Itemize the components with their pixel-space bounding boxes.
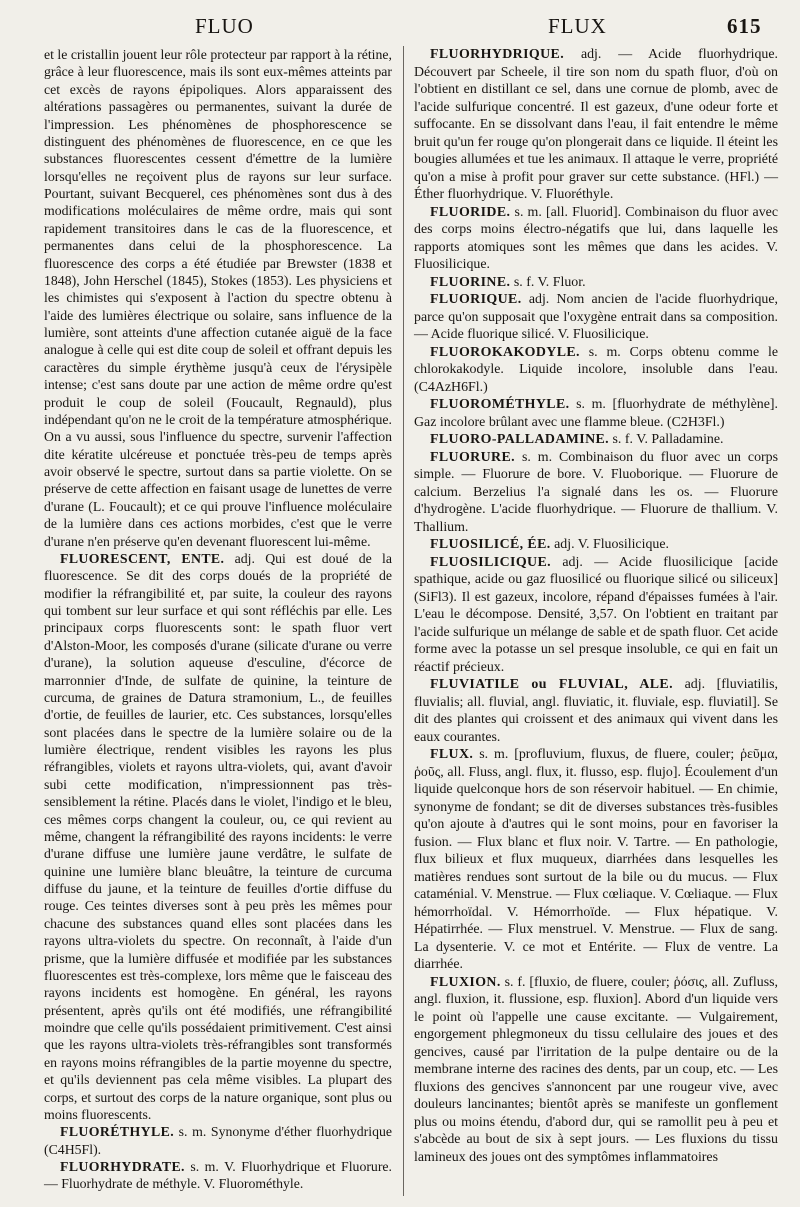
page-number: 615: [727, 14, 762, 38]
entry-text: adj. — Acide fluosilicique [acide spathique, acide ou gaz fluosilicé ou fluorique silicé ou siliceux] (SiFl3). Il est gazeux, incolore, répand d'épaisses fumées à l'air. L'eau le décompose. Densité, 3,57. On l'obtient en traitant par l'acide sulfurique un mélange de sable et de spath fluor. Cet acide forme avec la potasse un sel presque insoluble, ce qui en fait un réactif précieux.: [414, 554, 778, 675]
entry-text: s. m. Synonyme d'éther fluorhydrique (C4H5Fl).: [44, 1124, 392, 1157]
dictionary-entry: [414, 396, 778, 431]
dictionary-entry: [414, 974, 778, 1167]
entry-text: s. f. V. Palladamine.: [612, 432, 724, 447]
entry-headword: FLUX.: [430, 747, 474, 762]
entry-headword: FLUOSILICIQUE.: [430, 554, 551, 570]
entry-text: adj. Qui est doué de la fluorescence. Se dit des corps doués de la propriété de modifier la réfrangibilité et, par suite, la couleur des rayons qui tombent sur leur surface et qui sont réfléchis par elle. Les principaux corps fluorescents sont: le spath fluor vert d'Alston-Moor, les composés d'urane (silicate d'urane ou verre d'urane), la solution aqueuse d'esculine, d'écorce de marronnier d'Inde, de sulfate de quinine, la teinture de curcuma, de graines de Datura stramonium, L., de feuilles d'ortie, de feuilles de laurier, etc. Ces substances, lorsqu'elles sont placées dans le spectre de la lumière solaire ou de la lumière électrique, rendent visibles les rayons les plus réfrangibles, violets et rayons ultra-violets, qui, avant d'avoir subi cette modification, n'impressionnent pas très-sensiblement la rétine. Placés dans le violet, l'indigo et le bleu, ces mêmes corps changent la couleur, ou, ce qui revient au même, changent la réfrangibilité des rayons incidents: le verre d'urane diffuse une lumière jaune verdâtre, le sulfate de quinine une lumière blanc bleuâtre, la teinture de curcuma diffuse du jaune, et la teinture de feuilles d'ortie diffuse du rouge. Ces teintes diverses sont à peu près les mêmes pour chacune des substances quand elles sont placées dans les rayons ultra-violets du spectre. On reconnaît, à l'aide d'un prisme, que la lumière diffusée et modifiée par les substances fluorescentes est très-complexe, lors même que le faisceau des rayons incidents est homogène. En général, les rayons présentent, après qu'ils ont été modifiés, une réfrangibilité moindre que celle qu'ils possédaient primitivement. C'est ainsi que les rayons ultra-violets très-réfrangibles sont transformés en rayons moins réfrangibles de la partie moyenne du spectre, et qu'ils deviennent pas cela même visibles. La plupart des corps, et surtout des corps de la nature organique, sont plus ou moins fluorescents.: [44, 550, 392, 1122]
left-column: [44, 46, 392, 1193]
column-divider: [403, 46, 404, 1196]
dictionary-entry: [414, 536, 778, 554]
entry-headword: FLUORHYDRATE.: [60, 1159, 185, 1174]
entry-headword: FLUOROKAKODYLE.: [430, 344, 580, 360]
entry-headword: FLUORURE.: [430, 449, 516, 465]
entry-headword: FLUORINE.: [430, 274, 511, 290]
entry-headword: FLUORO-PALLADAMINE.: [430, 432, 610, 447]
dictionary-entry: [414, 344, 778, 397]
dictionary-entry: [414, 449, 778, 537]
entry-headword: FLUORIDE.: [430, 204, 511, 220]
entry-text: s. m. [fluorhydrate de méthylène]. Gaz incolore brûlant avec une flamme bleue. (C2H3Fl.): [414, 397, 779, 430]
right-column: [414, 46, 778, 1166]
dictionary-entry: [414, 204, 778, 274]
entry-headword: FLUOSILICÉ, ÉE.: [430, 537, 551, 552]
dictionary-entry: [414, 274, 778, 292]
entry-text: adj. V. Fluosilicique.: [554, 537, 669, 552]
entry-text: s. m. Combinaison du fluor avec un corps simple. — Fluorure de bore. V. Fluoborique. — Fluorure de calcium. Berzelius l'a signalé dans les os. — Fluorure d'hydrogène. L'acide fluorhydrique. — Fluorure de thallium. V. Thallium.: [414, 449, 778, 535]
dictionary-entry: [44, 550, 392, 1123]
running-header: [0, 14, 800, 48]
entry-headword: FLUORÉTHYLE.: [60, 1124, 175, 1140]
entry-text: adj. [fluviatilis, fluvialis; all. fluvial, angl. fluviatic, it. fluviale, esp. fluviatil]. Se dit des plantes qui croissent et des animaux qui vivent dans les eaux courantes.: [414, 677, 779, 745]
dictionary-entry: [44, 1123, 392, 1158]
entry-text: adj. — Acide fluorhydrique. Découvert par Scheele, il tire son nom du spath fluor, d'où on l'obtient en distillant ce sel, dans une cornue de plomb, avec de l'acide sulfurique concentré. Il est gazeux, d'une odeur forte et suffocante. En se dissolvant dans l'eau, il fait entendre le même bruit qu'un fer rouge qu'on plongerait dans ce liquide. Il éteint les bougies allumées et tue les animaux. Il attaque le verre, propriété qu'on a mise à profit pour graver sur cette substance. (HFl.) — Éther fluorhydrique. V. Fluoréthyle.: [414, 47, 778, 202]
entry-headword: FLUOROMÉTHYLE.: [430, 397, 570, 412]
entry-text: s. m. V. Fluorhydrique et Fluorure. — Fluorhydrate de méthyle. V. Fluorométhyle.: [44, 1159, 392, 1192]
dictionary-entry: [44, 1158, 392, 1193]
dictionary-entry: [44, 46, 392, 550]
entry-text: s. f. [fluxio, de fluere, couler; ῥόσις, all. Zufluss, angl. fluxion, it. flussione, esp. fluxion]. Abord d'un liquide vers le point où l'appelle une cause excitante. — Vulgairement, engorgement phlegmoneux du tissu cellulaire des joues et des gencives, causé par l'irritation de la pulpe dentaire ou de la membrane interne des racines des dents, par un coup, etc. — Les fluxions des gencives s'annoncent par une rougeur vive, avec douleurs lancinantes; bientôt après se manifeste un gonflement plus ou moins étendu, d'abord dur, qui se ramollit peu à peu et s'abcède au bout de six à sept jours. — Les fluxions du tissu lamineux des joues ont des symptômes inflammatoires: [414, 974, 778, 1165]
entry-text: adj. Nom ancien de l'acide fluorhydrique, parce qu'on supposait que l'oxygène entrait dans sa composition. — Acide fluorique silicé. V. Fluosilicique.: [414, 292, 778, 342]
entry-headword: FLUXION.: [430, 974, 501, 990]
dictionary-entry: [414, 46, 778, 204]
header-left-word: FLUO: [195, 14, 254, 38]
entry-text: et le cristallin jouent leur rôle protecteur par rapport à la rétine, grâce à leur fluorescence, mais ils sont eux-mêmes atteints par cet excès de rayons épipoliques. Alors apparaissent des altérations passagères ou permanentes, suivant la durée de l'impression. Les phénomènes de phosphorescence se distinguent des phénomènes de fluorescence, en ce que les substances fluorescentes cessent d'émettre de la lumière lorsqu'elles ne reçoivent plus de rayons sur leur surface. Pourtant, suivant Becquerel, ces phénomènes sont dus à des modifications moléculaires de même ordre, mais qui sont rapidement transitoires dans le cas de la fluorescence, et permanentes dans celui de la phosphorescence. La fluorescence des corps a été étudiée par Brewster (1838 et 1848), John Herschel (1845), Stokes (1853). Les physiciens et les chimistes qui s'exposent à l'action du spectre obtenu à l'aide des lumières électrique ou solaire, sans influence de la lumière, sont atteints d'une affection cutanée aiguë de la face analogue à celle qui est dite coup de soleil et offrant depuis les caractères du simple érythème jusqu'à ceux de l'érysipèle intense; c'est sans doute par une action de même ordre qu'est produit le coup de soleil (Foucault, Regnauld), plus indépendant qu'on ne le croit de la température atmosphérique. On a vu aussi, sous l'influence du spectre, survenir l'affection dite kératite ulcéreuse et ponctuée très-peu de temps après avoir observé le spectre, surtout dans sa partie violette. On se préserve de cette affection en faisant usage de lunettes de verre d'urane (L. Foucault); et ce qui prouve l'influence moléculaire de la lumière dans ces actions morbides, c'est que le verre d'urane n'en préserve qu'en devenant fluorescent lui-même.: [44, 47, 392, 549]
dictionary-entry: [414, 431, 778, 449]
entry-headword: FLUVIATILE ou FLUVIAL, ALE.: [430, 677, 673, 692]
entry-headword: FLUORIQUE.: [430, 292, 522, 307]
header-right-word: FLUX: [548, 14, 607, 38]
entry-text: s. m. [profluvium, fluxus, de fluere, couler; ῥεῦμα, ῥοῦς, all. Fluss, angl. flux, it. flusso, esp. flujo]. Écoulement d'un liquide quelconque hors de son réservoir habituel. — En chimie, synonyme de fondant; se dit de diverses substances très-fusibles qu'on ajoute à d'autres qui le sont moins, pour en favoriser la fusion. — Flux blanc et flux noir. V. Tartre. — En pathologie, flux bilieux et flux muqueux, diarrhées dans lesquelles les matières rendues sont surtout de la bile ou du mucus. — Flux cataménial. V. Menstrue. — Flux cœliaque. V. Cœliaque. — Flux hémorrhoïdal. V. Hémorrhoïde. — Flux hépatique. V. Hépatirrhée. — Flux menstruel. V. Menstrue. — Flux de sang. La dysenterie. V. ce mot et Entérite. — Flux de ventre. La diarrhée.: [414, 747, 778, 972]
entry-headword: FLUORESCENT, ENTE.: [60, 550, 225, 566]
dictionary-entry: [414, 746, 778, 974]
dictionary-entry: [414, 554, 778, 677]
entry-text: s. f. V. Fluor.: [513, 274, 586, 290]
dictionary-entry: [414, 676, 778, 746]
dictionary-entry: [414, 291, 778, 344]
entry-headword: FLUORHYDRIQUE.: [430, 47, 565, 62]
entry-text: s. m. [all. Fluorid]. Combinaison du fluor avec des corps moins électro-négatifs que lui, dans laquelle les rapports atomiques sont les mêmes que dans les acides. V. Fluosilicique.: [414, 204, 778, 272]
entry-text: s. m. Corps obtenu comme le chlorokakodyle. Liquide incolore, insoluble dans l'eau. (C4AzH6Fl.): [414, 344, 778, 395]
